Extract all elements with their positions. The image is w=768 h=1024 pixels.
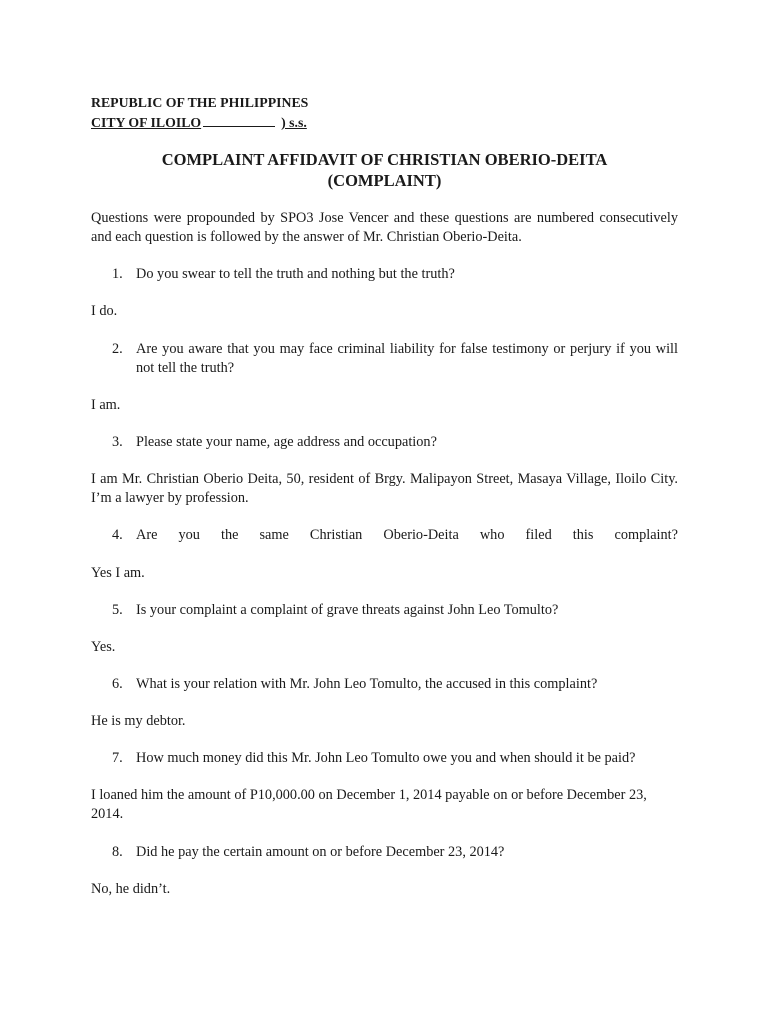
answer-text: I am Mr. Christian Oberio Deita, 50, resident of Brgy. Malipayon Street, Masaya Village, Iloilo City. I’m a lawyer by profession. xyxy=(91,471,678,506)
question-number: 1. xyxy=(112,266,123,282)
answer-text: I am. xyxy=(91,397,121,413)
question-number: 8. xyxy=(112,844,123,860)
answer-text: I do. xyxy=(91,303,118,319)
question-number: 5. xyxy=(112,602,123,618)
question-number: 3. xyxy=(112,434,123,450)
answer-text: He is my debtor. xyxy=(91,713,186,729)
question-text: Are you the same Christian Oberio-Deita who filed this complaint? xyxy=(136,527,678,543)
question-text: Did he pay the certain amount on or before December 23, 2014? xyxy=(136,844,505,860)
venue-blank xyxy=(203,114,275,127)
answer-text: Yes. xyxy=(91,639,116,655)
question-number: 4. xyxy=(112,527,123,543)
city-caption: CITY OF ILOILO xyxy=(91,115,202,130)
question-text: Are you aware that you may face criminal liability for false testimony or perjury if you will not tell the truth? xyxy=(136,341,678,376)
ss-marker: ) s.s. xyxy=(281,115,307,130)
question-text: Do you swear to tell the truth and nothing but the truth? xyxy=(136,266,455,282)
question-number: 2. xyxy=(112,341,123,357)
document-subtitle: (COMPLAINT) xyxy=(327,171,442,190)
question-number: 7. xyxy=(112,750,123,766)
answer-text: No, he didn’t. xyxy=(91,881,171,897)
question-number: 6. xyxy=(112,676,123,692)
republic-caption: REPUBLIC OF THE PHILIPPINES xyxy=(91,95,309,110)
venue-caption xyxy=(91,114,307,131)
question-text: How much money did this Mr. John Leo Tomulto owe you and when should it be paid? xyxy=(136,750,636,766)
answer-text: I loaned him the amount of P10,000.00 on December 1, 2014 payable on or before December 23, 2014. xyxy=(91,787,647,822)
answer-text: Yes I am. xyxy=(91,565,145,581)
question-text: Is your complaint a complaint of grave threats against John Leo Tomulto? xyxy=(136,602,559,618)
question-text: What is your relation with Mr. John Leo Tomulto, the accused in this complaint? xyxy=(136,676,598,692)
document-title: COMPLAINT AFFIDAVIT OF CHRISTIAN OBERIO-DEITA xyxy=(161,150,608,169)
intro-paragraph: Questions were propounded by SPO3 Jose Vencer and these questions are numbered consecutively and each question is followed by the answer of Mr. Christian Oberio-Deita. xyxy=(91,210,678,245)
question-text: Please state your name, age address and occupation? xyxy=(136,434,437,450)
